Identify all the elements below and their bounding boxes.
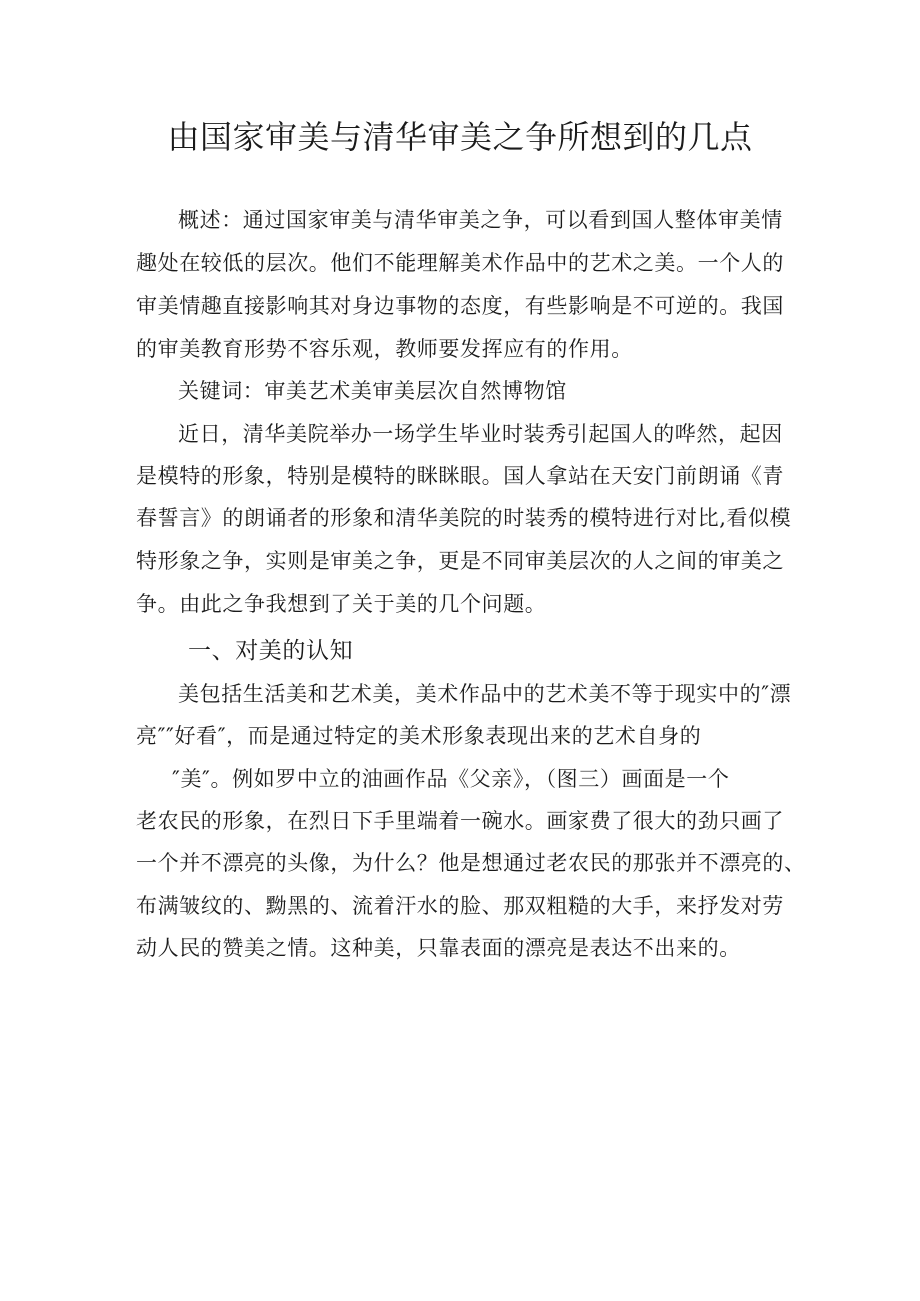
intro-line-4: 特形象之争，实则是审美之争，更是不同审美层次的人之间的审美之 [136,549,784,573]
intro-line-5: 争。由此之争我想到了关于美的几个问题。 [136,592,547,616]
intro-line-1: 近日，清华美院举办一场学生毕业时装秀引起国人的哗然，起因 [178,422,783,446]
keywords-line: 关键词：审美艺术美审美层次自然博物馆 [178,379,567,403]
section-line-2: 亮″″好看″，而是通过特定的美术形象表现出来的艺术自身的 [136,724,702,748]
section-heading: 一、对美的认知 [188,638,354,664]
intro-line-3: 春誓言》的朗诵者的形象和清华美院的时装秀的模特进行对比,看似模 [136,506,792,530]
section-line-6: 布满皱纹的、黝黑的、流着汗水的脸、那双粗糙的大手，来抒发对劳 [136,894,784,918]
section-line-4: 老农民的形象，在烈日下手里端着一碗水。画家费了很大的劲只画了 [136,809,784,833]
abstract-line-4: 的审美教育形势不容乐观，教师要发挥应有的作用。 [136,337,633,361]
document-title: 由国家审美与清华审美之争所想到的几点 [167,118,753,156]
abstract-line-3: 审美情趣直接影响其对身边事物的态度，有些影响是不可逆的。我国 [136,294,784,318]
section-line-1: 美包括生活美和艺术美，美术作品中的艺术美不等于现实中的″漂 [178,682,792,706]
intro-line-2: 是模特的形象，特别是模特的眯眯眼。国人拿站在天安门前朗诵《青 [136,464,784,488]
section-line-3: ″美″。例如罗中立的油画作品《父亲》，（图三）画面是一个 [172,767,730,791]
abstract-line-1: 概述：通过国家审美与清华审美之争，可以看到国人整体审美情 [178,208,783,232]
abstract-line-2: 趣处在较低的层次。他们不能理解美术作品中的艺术之美。一个人的 [136,251,784,275]
section-line-5: 一个并不漂亮的头像，为什么？他是想通过老农民的那张并不漂亮的、 [136,851,806,875]
section-line-7: 动人民的赞美之情。这种美，只靠表面的漂亮是表达不出来的。 [136,936,741,960]
